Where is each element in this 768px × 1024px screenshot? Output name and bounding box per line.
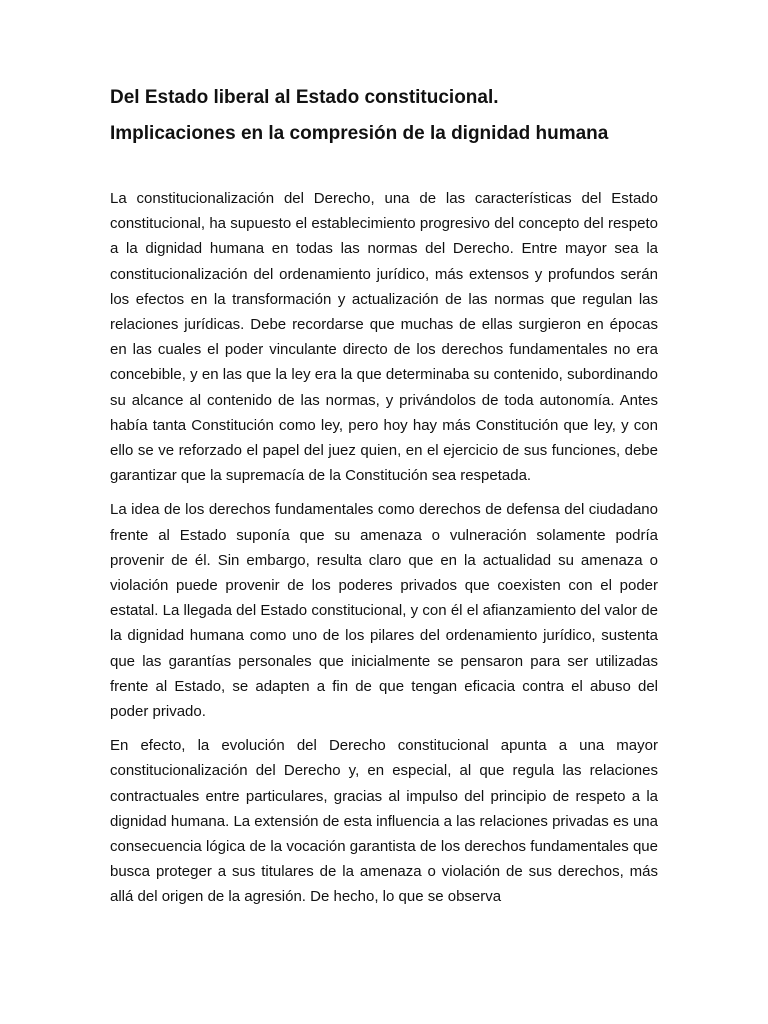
paragraph-2: La idea de los derechos fundamentales como derechos de defensa del ciudadano frente al Estado suponía que su amenaza o vulneración solamente podría provenir de él. Sin embargo, resulta claro que en la actualidad su amenaza o violación puede provenir de los poderes privados que coexisten con el poder estatal. La llegada del Estado constitucional, y con él el afianzamiento del valor de la dignidad humana como uno de los pilares del ordenamiento jurídico, sustenta que las garantías personales que inicialmente se pensaron para ser utilizadas frente al Estado, se adapten a fin de que tengan eficacia contra el abuso del poder privado. <box>110 501 658 721</box>
document-title: Del Estado liberal al Estado constitucional. <box>110 87 499 108</box>
document-body <box>110 186 658 919</box>
paragraph-3: En efecto, la evolución del Derecho constitucional apunta a una mayor constitucionalización del Derecho y, en especial, al que regula las relaciones contractuales entre particulares, gracias al impulso del principio de respeto a la dignidad humana. La extensión de esta influencia a las relaciones privadas es una consecuencia lógica de la vocación garantista de los derechos fundamentales que busca proteger a sus titulares de la amenaza o violación de sus derechos, más allá del origen de la agresión. De hecho, lo que se observa <box>110 737 658 906</box>
document-subtitle: Implicaciones en la compresión de la dignidad humana <box>110 123 609 144</box>
paragraph-1: La constitucionalización del Derecho, una de las características del Estado constitucional, ha supuesto el establecimiento progresivo del concepto del respeto a la dignidad humana en todas las normas del Derecho. Entre mayor sea la constitucionalización del ordenamiento jurídico, más extensos y profundos serán los efectos en la transformación y actualización de las normas que regulan las relaciones jurídicas. Debe recordarse que muchas de ellas surgieron en épocas en las cuales el poder vinculante directo de los derechos fundamentales no era concebible, y en las que la ley era la que determinaba su contenido, subordinando su alcance al contenido de las normas, y privándolos de toda autonomía. Antes había tanta Constitución como ley, pero hoy hay más Constitución que ley, y con ello se ve reforzado el papel del juez quien, en el ejercicio de sus funciones, debe garantizar que la supremacía de la Constitución sea respetada. <box>110 190 658 485</box>
